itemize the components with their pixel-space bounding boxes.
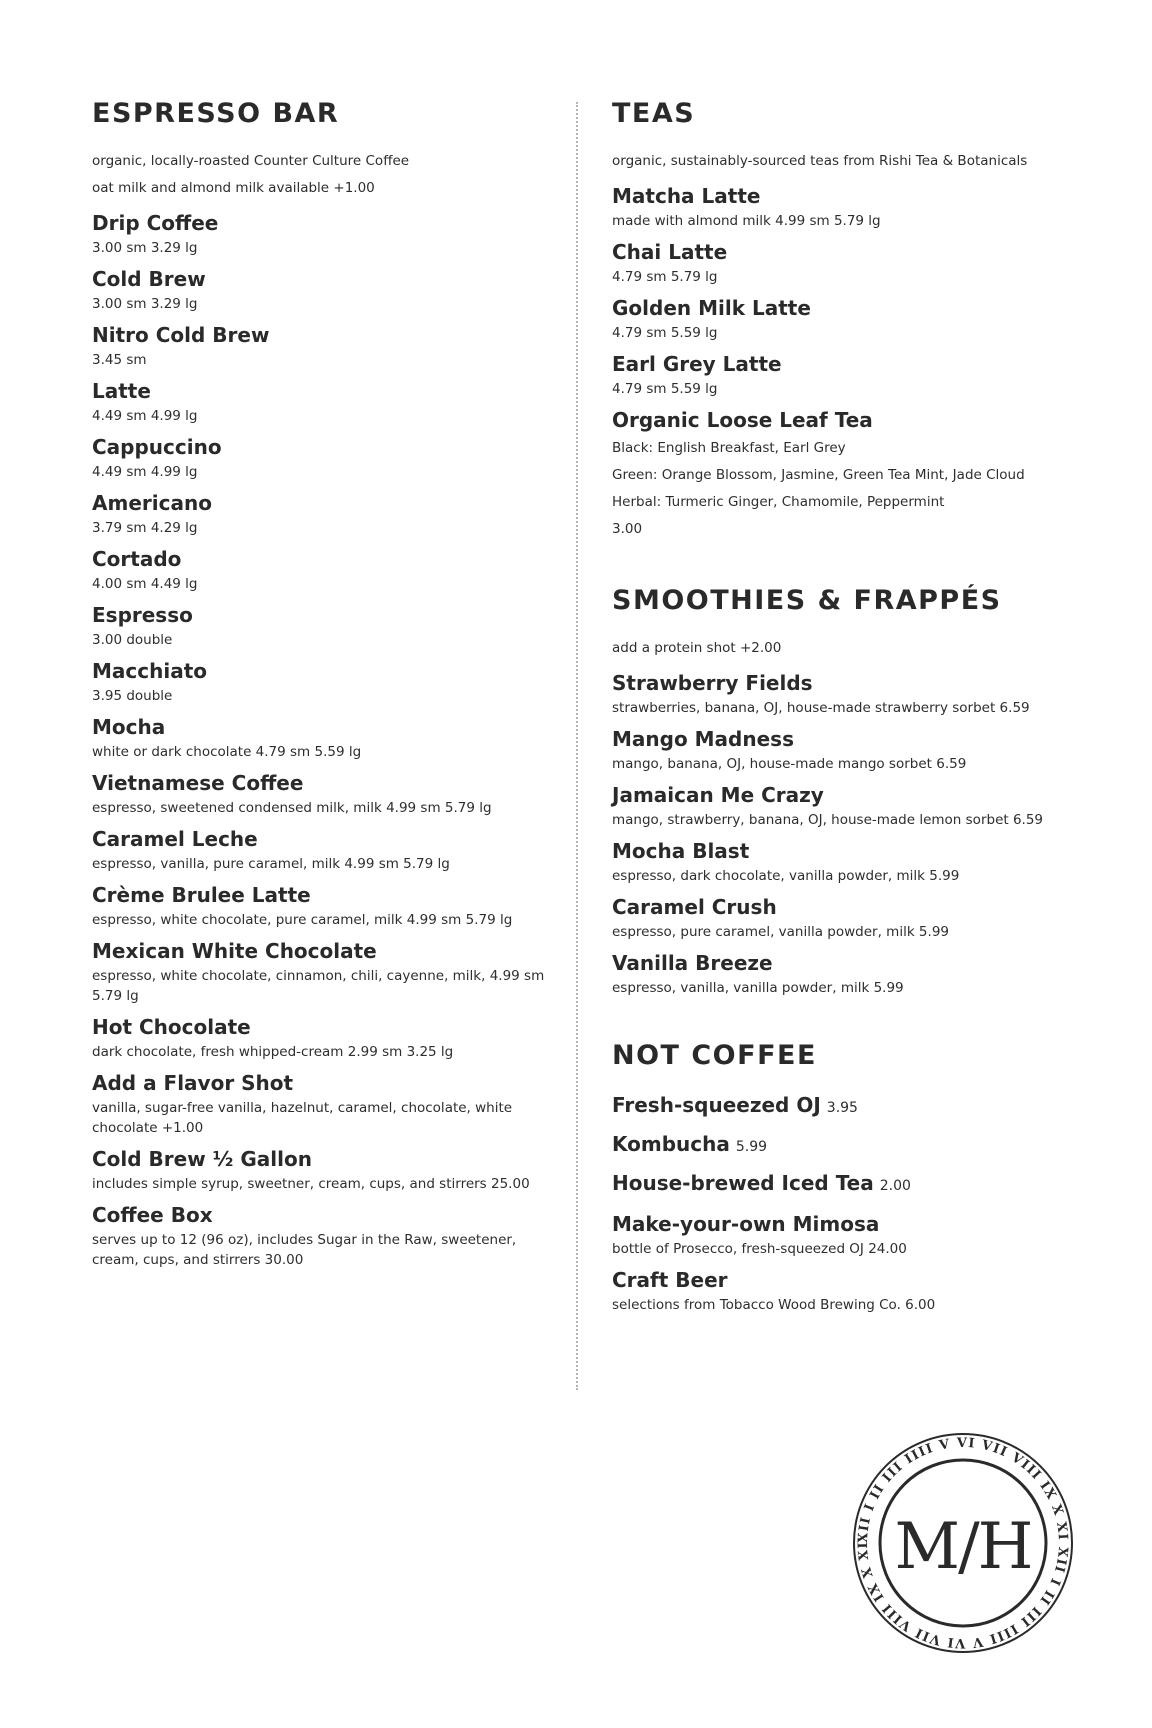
menu-item [92, 824, 562, 874]
menu-item-name: Espresso [92, 603, 193, 627]
menu-item-name: Kombucha [612, 1132, 730, 1156]
logo-monogram: M/H [894, 1510, 1032, 1584]
not-coffee-section [612, 1038, 1082, 1315]
menu-item-name: Organic Loose Leaf Tea [612, 408, 873, 432]
menu-item-name: Earl Grey Latte [612, 352, 782, 376]
right-column [612, 96, 1082, 1321]
section-note: oat milk and almond milk available +1.00 [92, 180, 375, 196]
menu-item [92, 880, 562, 930]
menu-item [612, 724, 1082, 774]
menu-item-description: bottle of Prosecco, fresh-squeezed OJ 24.00 [612, 1241, 907, 1257]
logo-ring-text: XII I II III IIII V VI VII VIII IX X XI XII I II III IIII V VI VII VIII IX X XI [855, 1435, 1071, 1651]
menu-item-description: 3.95 double [92, 688, 173, 704]
menu-item-list [612, 181, 1082, 543]
teas-section [612, 96, 1082, 543]
menu-item-name: Caramel Crush [612, 895, 777, 919]
menu-item-description: 4.79 sm 5.59 lg [612, 381, 718, 397]
menu-item [92, 936, 562, 1006]
menu-item [92, 1200, 562, 1270]
menu-item-name: Crème Brulee Latte [92, 883, 311, 907]
menu-item-name: Chai Latte [612, 240, 728, 264]
menu-item-description: includes simple syrup, sweetner, cream, cups, and stirrers 25.00 [92, 1176, 530, 1192]
menu-item-description: espresso, sweetened condensed milk, milk 4.99 sm 5.79 lg [92, 800, 492, 816]
menu-item-list [612, 1090, 1082, 1203]
section-note: add a protein shot +2.00 [612, 640, 782, 656]
menu-item-description: Green: Orange Blossom, Jasmine, Green Tea Mint, Jade Cloud [612, 467, 1025, 483]
menu-item [612, 836, 1082, 886]
menu-item [92, 488, 562, 538]
menu-item-price: 3.95 [826, 1100, 858, 1116]
menu-item-description: espresso, white chocolate, cinnamon, chili, cayenne, milk, 4.99 sm 5.79 lg [92, 968, 545, 1004]
menu-item-name: Vietnamese Coffee [92, 771, 304, 795]
menu-item-description: 3.45 sm [92, 352, 147, 368]
section-title-teas: TEAS [612, 98, 696, 129]
menu-item-description: 4.00 sm 4.49 lg [92, 576, 198, 592]
menu-item-name: Hot Chocolate [92, 1015, 251, 1039]
menu-item-name: Mocha Blast [612, 839, 750, 863]
menu-item [612, 948, 1082, 998]
mh-clock-logo [850, 1430, 1076, 1656]
menu-item-description: selections from Tobacco Wood Brewing Co. 6.00 [612, 1297, 936, 1313]
menu-item-description: 4.49 sm 4.99 lg [92, 464, 198, 480]
menu-item-name: Jamaican Me Crazy [612, 783, 824, 807]
menu-item [92, 768, 562, 818]
menu-item-name: Caramel Leche [92, 827, 258, 851]
menu-item-description: espresso, pure caramel, vanilla powder, milk 5.99 [612, 924, 949, 940]
menu-item-name: Vanilla Breeze [612, 951, 773, 975]
menu-item [92, 544, 562, 594]
menu-item [612, 1265, 1082, 1315]
menu-item [612, 1129, 1082, 1164]
menu-item-description: 4.49 sm 4.99 lg [92, 408, 198, 424]
menu-item-name: Mango Madness [612, 727, 794, 751]
menu-item-description: mango, banana, OJ, house-made mango sorbet 6.59 [612, 756, 967, 772]
menu-item-name: Coffee Box [92, 1203, 213, 1227]
menu-item [92, 320, 562, 370]
menu-item-list [92, 208, 562, 1270]
menu-item-description: vanilla, sugar-free vanilla, hazelnut, caramel, chocolate, white chocolate +1.00 [92, 1100, 513, 1136]
smoothies-section [612, 583, 1082, 998]
menu-item-description: 3.00 double [92, 632, 173, 648]
menu-item-list [612, 1209, 1082, 1315]
menu-item [612, 1090, 1082, 1125]
menu-item-name: Macchiato [92, 659, 207, 683]
section-note: organic, sustainably-sourced teas from Rishi Tea & Botanicals [612, 153, 1028, 169]
section-title-not-coffee: NOT COFFEE [612, 1040, 817, 1071]
menu-item-description: strawberries, banana, OJ, house-made strawberry sorbet 6.59 [612, 700, 1030, 716]
menu-item [92, 376, 562, 426]
menu-item-description: made with almond milk 4.99 sm 5.79 lg [612, 213, 881, 229]
menu-item-name: Mexican White Chocolate [92, 939, 377, 963]
menu-item-name: Americano [92, 491, 212, 515]
menu-item-name: Nitro Cold Brew [92, 323, 270, 347]
menu-item-description: 3.79 sm 4.29 lg [92, 520, 198, 536]
menu-item [92, 600, 562, 650]
menu-item-description: mango, strawberry, banana, OJ, house-made lemon sorbet 6.59 [612, 812, 1044, 828]
menu-item-description: Black: English Breakfast, Earl Grey [612, 440, 846, 456]
menu-item [612, 1168, 1082, 1203]
menu-item [92, 656, 562, 706]
menu-item-list [612, 668, 1082, 998]
menu-item-description: serves up to 12 (96 oz), includes Sugar in the Raw, sweetener, cream, cups, and stirrers 30.00 [92, 1232, 517, 1268]
menu-item [612, 668, 1082, 718]
menu-item-name: Cappuccino [92, 435, 222, 459]
menu-item [612, 892, 1082, 942]
menu-item-description: espresso, vanilla, vanilla powder, milk 5.99 [612, 980, 904, 996]
menu-item-description: dark chocolate, fresh whipped-cream 2.99 sm 3.25 lg [92, 1044, 454, 1060]
menu-item-name: Cold Brew ½ Gallon [92, 1147, 312, 1171]
menu-item-price: 2.00 [879, 1178, 911, 1194]
menu-item-description: 4.79 sm 5.79 lg [612, 269, 718, 285]
menu-item-name: Drip Coffee [92, 211, 219, 235]
section-title-smoothies: SMOOTHIES & FRAPPÉS [612, 585, 1002, 616]
menu-item [92, 264, 562, 314]
menu-item-description: white or dark chocolate 4.79 sm 5.59 lg [92, 744, 362, 760]
menu-item [92, 712, 562, 762]
menu-item-name: Add a Flavor Shot [92, 1071, 294, 1095]
menu-item [92, 1012, 562, 1062]
menu-item-name: Strawberry Fields [612, 671, 813, 695]
menu-item-name: Golden Milk Latte [612, 296, 811, 320]
column-divider [576, 102, 578, 1390]
menu-item [612, 1209, 1082, 1259]
menu-item-name: Matcha Latte [612, 184, 761, 208]
menu-item [612, 780, 1082, 830]
menu-item-name: Mocha [92, 715, 166, 739]
menu-item-name: Cold Brew [92, 267, 206, 291]
menu-item-description: Herbal: Turmeric Ginger, Chamomile, Peppermint [612, 494, 945, 510]
menu-item-name: Make-your-own Mimosa [612, 1212, 880, 1236]
menu-item-description: espresso, dark chocolate, vanilla powder, milk 5.99 [612, 868, 960, 884]
menu-item-name: House-brewed Iced Tea [612, 1171, 874, 1195]
menu-item-name: Latte [92, 379, 151, 403]
menu-item-description: espresso, white chocolate, pure caramel, milk 4.99 sm 5.79 lg [92, 912, 513, 928]
menu-item-description: 3.00 sm 3.29 lg [92, 240, 198, 256]
menu-item [92, 208, 562, 258]
menu-item-description: 4.79 sm 5.59 lg [612, 325, 718, 341]
section-title-espresso-bar: ESPRESSO BAR [92, 98, 340, 129]
menu-item [92, 1068, 562, 1138]
menu-item [612, 293, 1082, 343]
menu-item-description: espresso, vanilla, pure caramel, milk 4.99 sm 5.79 lg [92, 856, 450, 872]
espresso-bar-section [92, 96, 562, 1276]
menu-item-name: Craft Beer [612, 1268, 728, 1292]
menu-item [92, 1144, 562, 1194]
menu-item-name: Cortado [92, 547, 182, 571]
menu-item [612, 405, 1082, 543]
menu-item [92, 432, 562, 482]
menu-item-name: Fresh-squeezed OJ [612, 1093, 821, 1117]
menu-item-price: 5.99 [735, 1139, 768, 1155]
menu-item-description: 3.00 sm 3.29 lg [92, 296, 198, 312]
menu-item [612, 349, 1082, 399]
menu-item [612, 181, 1082, 231]
menu-item [612, 237, 1082, 287]
section-note: organic, locally-roasted Counter Culture Coffee [92, 153, 410, 169]
menu-item-description: 3.00 [612, 521, 643, 537]
